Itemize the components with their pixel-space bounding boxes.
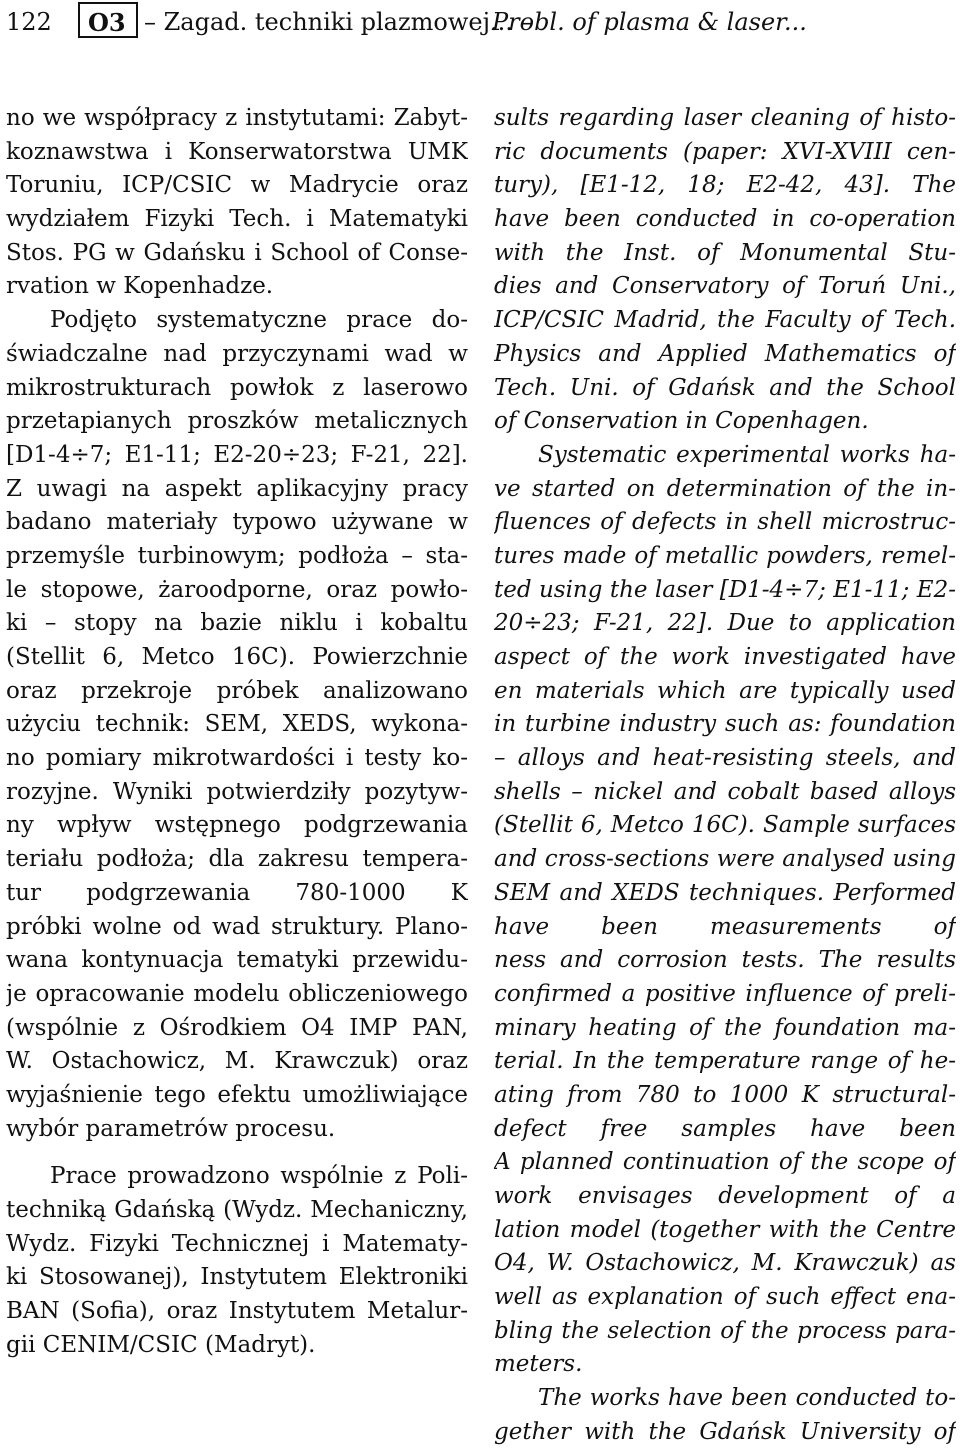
running-header [6, 2, 956, 42]
text-line: Physics and Applied Mathematics of [494, 340, 956, 367]
text-line: tures made of metallic powders, remel- [494, 542, 956, 569]
text-line: Podjęto systematyczne prace do- [50, 307, 468, 334]
text-line: tury), [E1-12, 18; E2-42, 43]. The [494, 172, 956, 199]
text-line: lation model (together with the Centre [494, 1216, 956, 1243]
text-line: O4, W. Ostachowicz, M. Krawczuk) as [494, 1250, 956, 1277]
polish-section-title: – Zagad. techniki plazmowej... – [144, 8, 533, 36]
text-line: ny wpływ wstępnego podgrzewania [6, 812, 468, 839]
page-number: 122 [6, 8, 52, 36]
text-line: 20÷23; F-21, 22]. Due to application [494, 610, 956, 637]
text-line: (Stellit 6, Metco 16C). Powierzchnie [6, 644, 468, 670]
text-line: Systematic experimental works ha- [538, 441, 956, 468]
text-line: wydziałem Fizyki Tech. i Matematyki [6, 206, 468, 233]
text-line: bling the selection of the process para- [494, 1317, 956, 1344]
text-line: Z uwagi na aspekt aplikacyjny pracy [6, 475, 468, 502]
text-line: le stopowe, żaroodporne, oraz powło- [6, 576, 468, 603]
text-line: and cross-sections were analysed using [494, 846, 956, 873]
text-line: rozyjne. Wyniki potwierdziły pozytyw- [6, 778, 468, 805]
text-line: rvation w Kopenhadze. [6, 273, 274, 300]
text-line: with the Inst. of Monumental Stu- [494, 239, 956, 266]
text-line: (wspólnie z Ośrodkiem O4 IMP PAN, [6, 1014, 468, 1041]
paragraph-research [6, 304, 468, 1146]
text-line: of Conservation in Copenhagen. [494, 408, 869, 435]
text-line: A planned continuation of the scope of [494, 1149, 956, 1176]
paragraph-collaboration [6, 102, 468, 304]
text-line: no pomiary mikrotwardości i testy ko- [6, 745, 468, 772]
text-line: have been conducted in co-operation [494, 206, 956, 233]
text-line: en materials which are typically used [494, 677, 956, 704]
text-line: Wydz. Fizyki Technicznej i Matematy- [6, 1230, 468, 1257]
text-line: Prace prowadzono wspólnie z Poli- [50, 1163, 468, 1190]
text-line: sults regarding laser cleaning of histo- [494, 105, 956, 131]
text-line: oraz przekroje próbek analizowano [6, 677, 468, 704]
text-line: ric documents (paper: XVI-XVIII cen- [494, 138, 956, 165]
text-line: meters. [494, 1351, 583, 1378]
text-line: techniką Gdańską (Wydz. Mechaniczny, [6, 1197, 468, 1223]
text-line: ve started on determination of the in- [494, 475, 956, 502]
text-line: ness and corrosion tests. The results [494, 947, 956, 974]
text-line: no we współpracy z instytutami: Zabyt- [6, 105, 468, 131]
text-line: minary heating of the foundation ma- [494, 1014, 956, 1041]
text-line: have been measurements of [494, 913, 956, 940]
text-line: confirmed a positive influence of preli- [494, 980, 956, 1007]
paragraph-partners-en [494, 1382, 956, 1449]
text-line: wybór parametrów procesu. [6, 1115, 336, 1142]
text-line: wyjaśnienie tego efektu umożliwiające [6, 1081, 468, 1108]
text-line: terial. In the temperature range of he- [494, 1048, 956, 1075]
text-line: SEM and XEDS techniques. Performed [494, 879, 956, 906]
text-line: ating from 780 to 1000 K structural- [494, 1081, 956, 1108]
text-line: badano materiały typowo używane w [6, 509, 468, 536]
text-line: koznawstwa i Konserwatorstwa UMK [6, 138, 468, 165]
english-section-title: Probl. of plasma & laser... [492, 8, 807, 36]
text-line: shells – nickel and cobalt based alloys [494, 778, 956, 805]
text-line: wana kontynuacja tematyki przewidu- [6, 947, 468, 974]
text-line: ki Stosowanej), Instytutem Elektroniki [6, 1264, 468, 1291]
text-line: – alloys and heat-resisting steels, and [494, 745, 956, 772]
text-line: świadczalne nad przyczynami wad w [6, 340, 468, 367]
paragraph-partners [6, 1160, 468, 1362]
text-line: fluences of defects in shell microstruc- [494, 509, 956, 536]
text-line: użyciu technik: SEM, XEDS, wykona- [6, 711, 468, 738]
text-line: przemyśle turbinowym; podłoża – sta- [6, 542, 468, 569]
text-line: gii CENIM/CSIC (Madryt). [6, 1331, 316, 1358]
text-line: ICP/CSIC Madrid, the Faculty of Tech. [494, 307, 956, 334]
english-column [494, 102, 956, 1450]
text-line: The works have been conducted to- [538, 1385, 956, 1412]
section-code: O3 [88, 8, 126, 37]
text-line: W. Ostachowicz, M. Krawczuk) oraz [6, 1048, 468, 1075]
text-line: Tech. Uni. of Gdańsk and the School [494, 374, 956, 401]
text-line: tur podgrzewania 780-1000 K [6, 879, 468, 906]
text-line: ted using the laser [D1-4÷7; E1-11; E2- [494, 576, 956, 603]
text-line: Stos. PG w Gdańsku i School of Conse- [6, 239, 468, 266]
text-line: in turbine industry such as: foundation [494, 711, 956, 738]
paragraph-gap [6, 1146, 468, 1160]
paragraph-collaboration-en [494, 102, 956, 439]
text-line: defect free samples have been [494, 1115, 956, 1142]
text-line: próbki wolne od wad struktury. Plano- [6, 913, 468, 940]
text-line: aspect of the work investigated have [494, 644, 956, 670]
text-line: BAN (Sofia), oraz Instytutem Metalur- [6, 1298, 468, 1325]
text-line: je opracowanie modelu obliczeniowego [6, 980, 468, 1007]
text-line: work envisages development of a [494, 1183, 956, 1209]
polish-column [6, 102, 468, 1362]
text-line: gether with the Gdańsk University of [494, 1418, 956, 1445]
text-line: ki – stopy na bazie niklu i kobaltu [6, 610, 468, 637]
text-line: dies and Conservatory of Toruń Uni., [494, 273, 956, 300]
text-line: mikrostrukturach powłok z laserowo [6, 374, 468, 401]
text-line: well as explanation of such effect ena- [494, 1284, 956, 1311]
text-line: Toruniu, ICP/CSIC w Madrycie oraz [6, 172, 468, 199]
paragraph-research-en [494, 439, 956, 1382]
text-line: przetapianych proszków metalicznych [6, 408, 468, 435]
text-line: (Stellit 6, Metco 16C). Sample surfaces [494, 812, 956, 839]
text-line: [D1-4÷7; E1-11; E2-20÷23; F-21, 22]. [6, 441, 468, 468]
text-line: teriału podłoża; dla zakresu tempera- [6, 846, 468, 873]
